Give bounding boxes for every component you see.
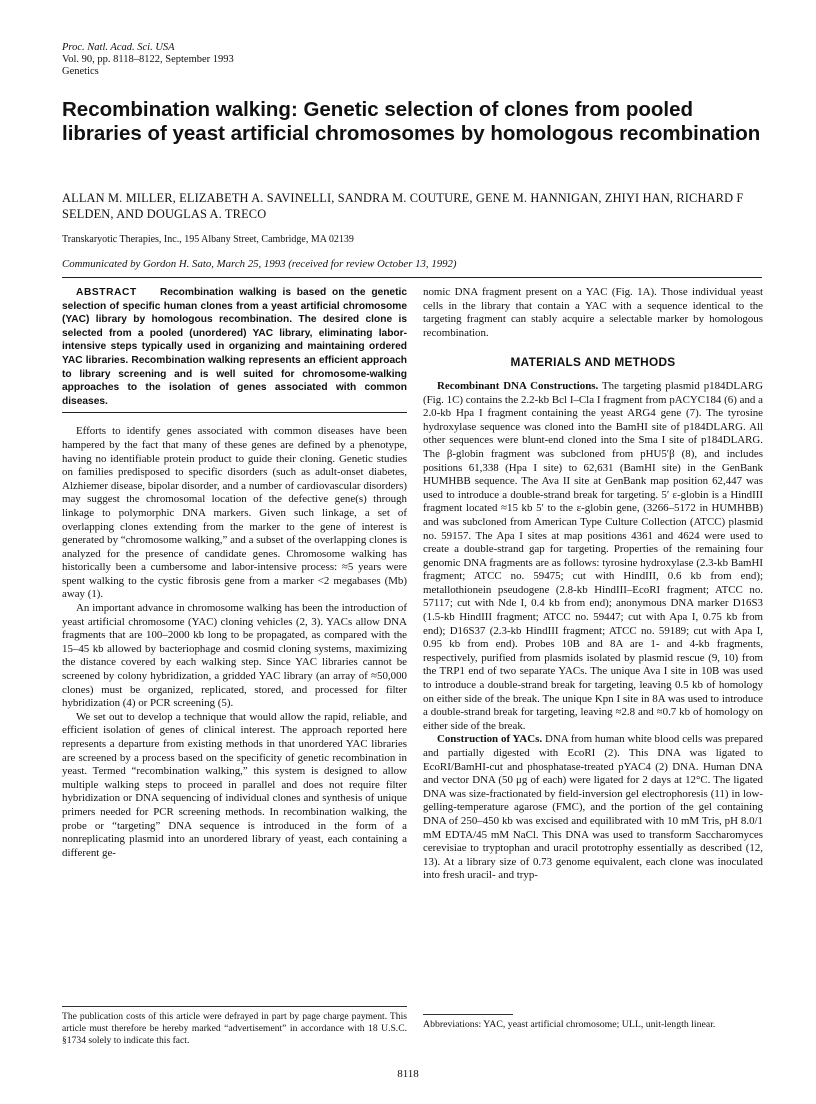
paper-title: Recombination walking: Genetic selection of clones from pooled libraries of yeast artificial chromosomes by homologous recombination [62, 98, 761, 145]
publication-footnote [62, 1006, 407, 1047]
author-list: ALLAN M. MILLER, ELIZABETH A. SAVINELLI, SANDRA M. COUTURE, GENE M. HANNIGAN, ZHIYI HAN, RICHARD F SELDEN, AND DOUGLAS A. TRECO [62, 191, 744, 221]
methods-text: The targeting plasmid p184DLARG (Fig. 1C) contains the 2.2-kb Bcl I–Cla I fragment from pACYC184 (6) and a 2.0-kb Hpa I fragment containing the yeast ARG4 gene (7). The tyrosine hydroxylase sequence was cloned into the BamHI site of p184DLARG. All other sequences were blunt-end cloned into the Sma I site of p184DLARG. The β-globin fragment was subcloned from pHU5′β (8), and includes positions 61,338 (Hpa I site) to 62,631 (BamHI site) in the GenBank HUMHBB sequence. The Ava II site at GenBank map position 62,447 was used to introduce a double-strand break for targeting. 5′ ε-globin is a HindIII fragment located ≈15 kb 5′ to the ε-globin gene, (3266–5172 in HUMHBB) and was subcloned from American Type Culture Collection (ATCC) plasmid no. 59157. The Apa I sites at map positions 4361 and 4624 were used to create a double-strand gap for targeting. Properties of the remaining four genomic DNA fragments are as follows: tyrosine hydroxylase (2.3-kb BamHI fragment; ATCC no. 59475; cut with HindIII, 0.6 kb from end); metallothionein pseudogene (2.8-kb HindIII–EcoRI fragment; ATCC no. 57117; cut with Nde I, 0.4 kb from end); anonymous DNA marker D16S3 (1.5-kb HindIII fragment; ATCC no. 59447; cut with Apa I, 0.75 kb from end); D16S37 (2.3-kb HindIII fragment; ATCC no. 59189; cut with Apa I, 0.95 kb from end). Probes 10B and 8A are 1- and 4-kb fragments, respectively, purified from plasmids isolated by plasmid rescue (9, 10) from the TRP1 end of two separate YACs. The unique Ava I site in 10B was used to introduce a double-strand break for targeting, leaving 0.5 kb of homology on either side of the break. The unique Kpn I site in 8A was used to introduce a double-strand break for targeting, leaving ≈2.8 and ≈0.7 kb of homology on either side of the break. [423, 379, 763, 732]
run-in-heading: Construction of YACs. [437, 733, 543, 746]
communicated-by: Communicated by Gordon H. Sato, March 25, 1993 (received for review October 13, 1992) [62, 258, 457, 270]
volume-line: Vol. 90, pp. 8118–8122, September 1993 [62, 54, 234, 65]
footnote-rule [62, 1006, 407, 1007]
abstract-rule [62, 412, 407, 413]
left-column [62, 286, 407, 860]
methods-heading: MATERIALS AND METHODS [510, 355, 676, 370]
methods-text: DNA from human white blood cells was prepared and partially digested with EcoRI (2). This DNA was ligated to EcoRI/BamHI-cut and phosphatase-treated pYAC4 (2) DNA. Human DNA and vector DNA (50 μg of each) were ligated for 2 days at 12°C. The ligated DNA was size-fractionated by field-inversion gel electrophoresis (11) in low-gelling-temperature agarose (FMC), and the portion of the gel containing DNA of 250–450 kb was excised and equilibrated with 10 mM Tris, pH 8.0/1 mM EDTA/45 mM NaCl. This DNA was used to transform Saccharomyces cerevisiae to tryptophan and uracil prototrophy essentially as described (12, 13). At a library size of 0.73 genome equivalent, each clone was inoculated into fresh uracil- and tryp- [423, 733, 763, 882]
intro-paragraph: We set out to develop a technique that would allow the rapid, reliable, and efficient isolation of genes of clinical interest. The approach reported here represents a departure from existing methods in that unordered YAC libraries are screened by a process based on the specificity of genetic recombination in yeast. Termed “recombination walking,” this system is designed to allow multiple walking steps to proceed in parallel and does not require filter hybridization or DNA sequencing of individual clones and synthesis of unique primers needed for PCR screening methods. In recombination walking, the probe or “targeting” DNA sequence is introduced in the form of a nonreplicating plasmid into an unordered library of yeast, each containing a different ge- [62, 710, 407, 859]
abstract [62, 286, 407, 408]
abstract-label: ABSTRACT [76, 287, 137, 298]
page-number: 8118 [397, 1068, 419, 1080]
intro-paragraph: Efforts to identify genes associated with common diseases have been hampered by the fact that many of these genes are defined by a phenotype, having no identifiable protein product to guide their cloning. Genetic studies on families predisposed to specific disorders (such as adult-onset diabetes, Alzhiemer disease, bipolar disorder, and a number of cardiovascular disorders) may suggest the chromosomal location of the defective gene(s) through linkage to polymorphic DNA markers. Given such linkage, a set of overlapping clones extending from the marker to the gene of interest is generated by “chromosome walking,” and a subset of the overlapping clones is analyzed for the presence of candidate genes. Chromosome walking has historically been a cumbersome and labor-intensive process: ≈5 years were spent walking to the cystic fibrosis gene from a marker <2 megabases (Mb) away (1). [62, 425, 407, 601]
abbreviations-text: Abbreviations: YAC, yeast artificial chromosome; ULL, unit-length linear. [423, 1019, 716, 1030]
methods-paragraph [423, 380, 763, 733]
abstract-text: Recombination walking is based on the genetic selection of specific human clones from a yeast artificial chromosome (YAC) library by homologous recombination. The desired clone is selected from a pooled (unordered) YAC library, eliminating labor-intensive steps typically used in organizing and maintaining ordered YAC libraries. Recombination walking represents an efficient approach to library screening and is well suited for chromosome-walking approaches to the isolation of genes associated with common diseases. [62, 287, 407, 407]
methods-paragraph [423, 733, 763, 883]
section-name: Genetics [62, 66, 99, 77]
intro-continuation: nomic DNA fragment present on a YAC (Fig. 1A). Those individual yeast cells in the library that contain a YAC with a sequence identical to the targeting fragment can stably acquire a selectable marker by homologous recombination. [423, 286, 763, 339]
journal-name: Proc. Natl. Acad. Sci. USA [62, 42, 175, 53]
affiliation: Transkaryotic Therapies, Inc., 195 Albany Street, Cambridge, MA 02139 [62, 234, 354, 245]
right-column [423, 286, 763, 883]
header-rule [62, 277, 762, 278]
abbreviations-note [423, 1014, 763, 1031]
intro-paragraph: An important advance in chromosome walking has been the introduction of yeast artificial chromosome (YAC) cloning vehicles (2, 3). YACs allow DNA fragments that are 100–2000 kb long to be propagated, as compared with the 15–45 kb allowed by bacteriophage and cosmid cloning systems, maximizing the distance covered by each walking step. Since YAC libraries cannot be screened by colony hybridization, a gridded YAC library (an array of ≈50,000 clones) must be organized, replicated, stored, and processed for filter hybridization (4) or PCR screening (5). [62, 602, 407, 710]
abbrev-rule [423, 1014, 513, 1015]
journal-header [62, 42, 234, 78]
footnote-text: The publication costs of this article were defrayed in part by page charge payment. This article must therefore be hereby marked “advertisement” in accordance with 18 U.S.C. §1734 solely to indicate this fact. [62, 1011, 407, 1046]
run-in-heading: Recombinant DNA Constructions. [437, 379, 599, 392]
